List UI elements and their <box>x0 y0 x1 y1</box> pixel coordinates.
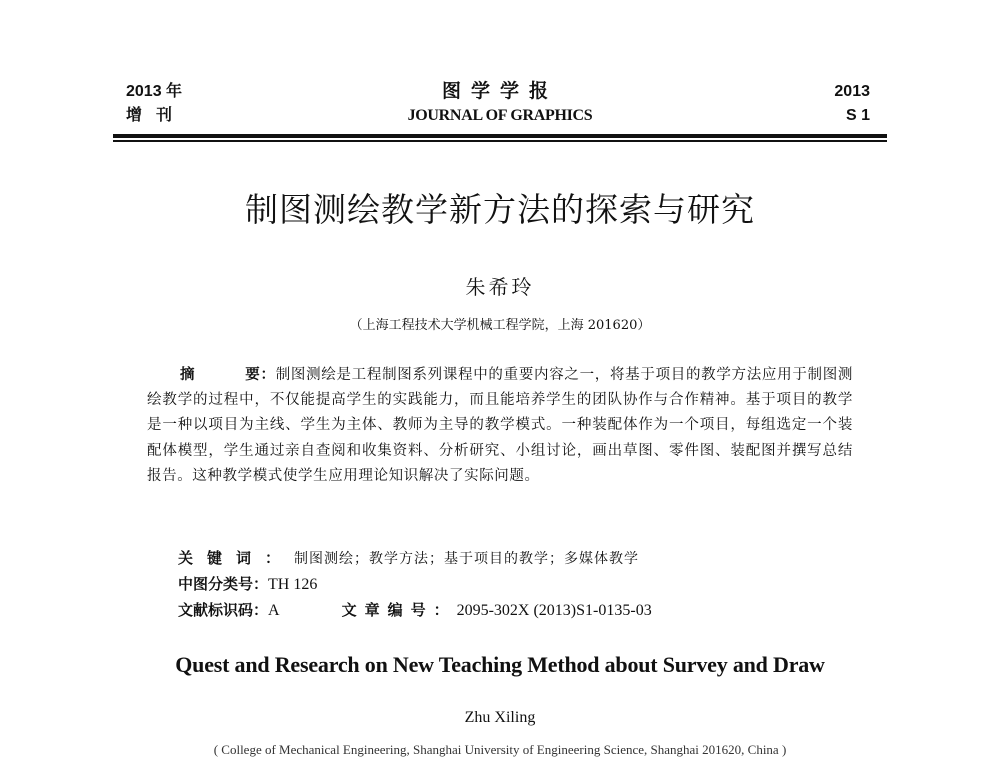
article-number-label: 文章编号： <box>341 601 457 619</box>
keywords-label: 关键词： <box>178 549 295 567</box>
clc-value: TH 126 <box>268 576 318 593</box>
article-metadata <box>178 546 652 624</box>
abstract-cn <box>147 363 853 489</box>
doc-code-row <box>178 598 652 624</box>
header-supplement-label: 增刊 <box>126 107 187 124</box>
article-number-value: 2095-302X (2013)S1-0135-03 <box>456 602 652 619</box>
doc-code-value: A <box>268 602 280 619</box>
header-rule-thick <box>113 134 887 138</box>
journal-name-cn: 图学学报 <box>441 80 558 102</box>
header-right <box>834 80 870 128</box>
abstract-text: 制图测绘是工程制图系列课程中的重要内容之一，将基于项目的教学方法应用于制图测绘教学的过程中，不仅能提高学生的实践能力，而且能培养学生的团队协作与合作精神。基于项目的教学是一种以项目为主线、学生为主体、教师为主导的教学模式。一种装配体作为一个项目，每组选定一个装配体模型，学生通过亲自查阅和收集资料、分析研究、小组讨论，画出草图、零件图、装配图并撰写总结报告。这种教学模式使学生应用理论知识解决了实际问题。 <box>147 367 854 484</box>
header-issue: S 1 <box>845 107 870 124</box>
journal-name-en: JOURNAL OF GRAPHICS <box>407 107 593 124</box>
header-rule-thin <box>113 140 887 142</box>
keywords-value: 制图测绘；教学方法；基于项目的教学；多媒体教学 <box>294 551 640 567</box>
author-name-en: Zhu Xiling <box>464 709 536 726</box>
clc-row <box>178 572 652 598</box>
doc-code-label: 文献标识码： <box>178 601 269 619</box>
article-title-cn: 制图测绘教学新方法的探索与研究 <box>245 190 755 229</box>
author-affiliation-en: ( College of Mechanical Engineering, Shanghai University of Engineering Science, Shanghai 201620, China ) <box>213 742 787 757</box>
keywords-row <box>178 546 652 572</box>
clc-label: 中图分类号： <box>178 575 269 593</box>
article-title-en: Quest and Research on New Teaching Method about Survey and Draw <box>175 652 825 677</box>
author-affiliation-cn: （上海工程技术大学机械工程学院，上海 201620） <box>349 318 651 333</box>
author-name-cn: 朱希玲 <box>465 275 535 299</box>
abstract-label: 摘 要： <box>180 367 276 383</box>
header-year: 2013 <box>834 83 870 100</box>
header-year-cn: 2013 年 <box>126 83 183 100</box>
